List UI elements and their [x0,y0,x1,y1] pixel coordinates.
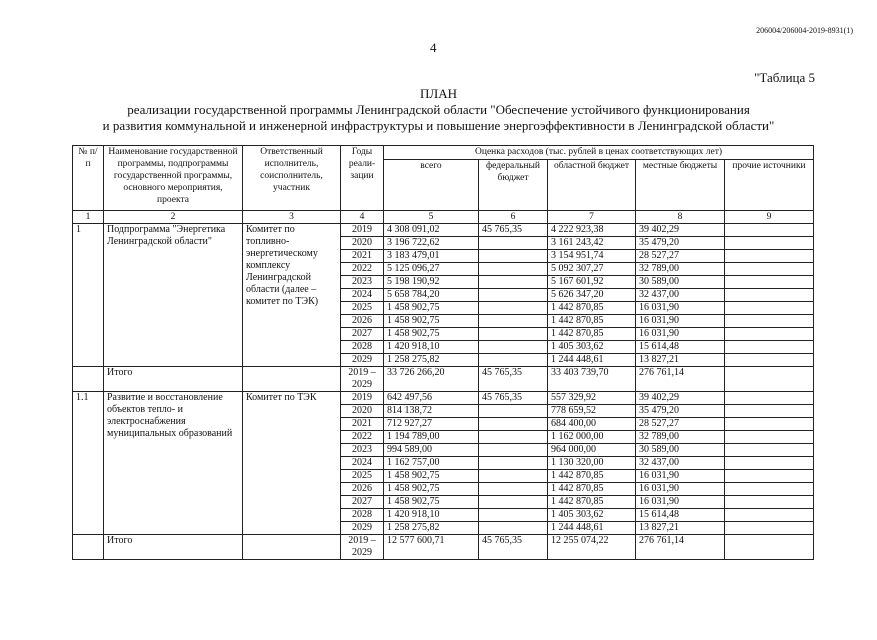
year-cell: 2021 [341,250,384,263]
itogo-total: 33 726 266,20 [384,367,479,392]
total-cell: 5 658 784,20 [384,289,479,302]
year-cell: 2025 [341,302,384,315]
year-cell: 2026 [341,315,384,328]
other-cell [725,237,814,250]
header-executor: Ответственный исполнитель, соисполнитель, участник [243,146,341,211]
document-id: 206004/206004-2019-8931(1) [756,26,853,35]
section-name: Развитие и восстановление объектов тепло- и электроснабжения муниципальных образований [104,392,243,535]
header-total: всего [384,160,479,211]
page-number: 4 [430,40,437,55]
local-cell: 16 031,90 [636,496,725,509]
regional-cell: 1 405 303,62 [548,509,636,522]
federal-cell [479,341,548,354]
itogo-label: Итого [104,535,243,560]
year-cell: 2027 [341,328,384,341]
total-cell: 1 458 902,75 [384,315,479,328]
federal-cell [479,470,548,483]
itogo-regional: 12 255 074,22 [548,535,636,560]
itogo-row [73,535,814,560]
other-cell [725,302,814,315]
col-number: 1 [73,211,104,224]
other-cell [725,392,814,405]
header-name: Наименование государственной программы, подпрограммы государственной программы, основного мероприятия, проекта [104,146,243,211]
itogo-regional: 33 403 739,70 [548,367,636,392]
other-cell [725,418,814,431]
plan-table [72,145,814,560]
table-row [73,392,814,405]
local-cell: 32 437,00 [636,457,725,470]
total-cell: 1 458 902,75 [384,328,479,341]
other-cell [725,250,814,263]
other-cell [725,470,814,483]
other-cell [725,457,814,470]
other-cell [725,276,814,289]
total-cell: 1 458 902,75 [384,302,479,315]
federal-cell: 45 765,35 [479,224,548,237]
col-number: 9 [725,211,814,224]
regional-cell: 557 329,92 [548,392,636,405]
regional-cell: 3 161 243,42 [548,237,636,250]
federal-cell [479,276,548,289]
total-cell: 1 420 918,10 [384,509,479,522]
section-executor: Комитет по ТЭК [243,392,341,535]
regional-cell: 684 400,00 [548,418,636,431]
federal-cell [479,431,548,444]
local-cell: 16 031,90 [636,470,725,483]
local-cell: 28 527,27 [636,250,725,263]
plan-title [0,86,877,134]
total-cell: 712 927,27 [384,418,479,431]
title-line-2: реализации государственной программы Ленинградской области "Обеспечение устойчивого функционирования [127,102,750,117]
local-cell: 32 789,00 [636,263,725,276]
total-cell: 994 589,00 [384,444,479,457]
federal-cell [479,418,548,431]
local-cell: 16 031,90 [636,315,725,328]
title-line-1: ПЛАН [420,86,457,101]
regional-cell: 5 092 307,27 [548,263,636,276]
section-number: 1 [73,224,104,367]
year-cell: 2024 [341,457,384,470]
regional-cell: 1 442 870,85 [548,315,636,328]
year-cell: 2020 [341,405,384,418]
regional-cell: 3 154 951,74 [548,250,636,263]
local-cell: 32 789,00 [636,431,725,444]
regional-cell: 1 442 870,85 [548,496,636,509]
regional-cell: 1 442 870,85 [548,328,636,341]
total-cell: 1 458 902,75 [384,483,479,496]
regional-cell: 1 130 320,00 [548,457,636,470]
col-number: 5 [384,211,479,224]
federal-cell [479,444,548,457]
local-cell: 32 437,00 [636,289,725,302]
federal-cell [479,250,548,263]
federal-cell [479,522,548,535]
total-cell: 814 138,72 [384,405,479,418]
header-estimate: Оценка расходов (тыс. рублей в ценах соответствующих лет) [384,146,814,160]
year-cell: 2023 [341,276,384,289]
regional-cell: 4 222 923,38 [548,224,636,237]
itogo-total: 12 577 600,71 [384,535,479,560]
federal-cell: 45 765,35 [479,392,548,405]
header-other: прочие источники [725,160,814,211]
local-cell: 16 031,90 [636,302,725,315]
col-number: 7 [548,211,636,224]
header-row-1 [73,146,814,160]
local-cell: 15 614,48 [636,341,725,354]
total-cell: 1 258 275,82 [384,522,479,535]
local-cell: 30 589,00 [636,444,725,457]
other-cell [725,224,814,237]
itogo-local: 276 761,14 [636,367,725,392]
year-cell: 2019 [341,392,384,405]
year-cell: 2028 [341,341,384,354]
total-cell: 5 198 190,92 [384,276,479,289]
year-cell: 2021 [341,418,384,431]
other-cell [725,341,814,354]
itogo-other [725,535,814,560]
regional-cell: 1 162 000,00 [548,431,636,444]
total-cell: 4 308 091,02 [384,224,479,237]
regional-cell: 1 244 448,61 [548,522,636,535]
local-cell: 28 527,27 [636,418,725,431]
year-cell: 2022 [341,431,384,444]
itogo-row [73,367,814,392]
local-cell: 30 589,00 [636,276,725,289]
other-cell [725,328,814,341]
header-regional: областной бюджет [548,160,636,211]
col-number: 8 [636,211,725,224]
regional-cell: 778 659,52 [548,405,636,418]
other-cell [725,483,814,496]
section-executor: Комитет по топливно-энергетическому комплексу Ленинградской области (далее – комитет по ТЭК) [243,224,341,367]
federal-cell [479,328,548,341]
column-numbers-row [73,211,814,224]
federal-cell [479,289,548,302]
total-cell: 642 497,56 [384,392,479,405]
itogo-num [73,535,104,560]
year-cell: 2026 [341,483,384,496]
section-name: Подпрограмма "Энергетика Ленинградской области" [104,224,243,367]
itogo-years: 2019 – 2029 [341,535,384,560]
other-cell [725,263,814,276]
local-cell: 39 402,29 [636,224,725,237]
other-cell [725,315,814,328]
local-cell: 16 031,90 [636,483,725,496]
total-cell: 3 183 479,01 [384,250,479,263]
col-number: 6 [479,211,548,224]
local-cell: 39 402,29 [636,392,725,405]
total-cell: 1 162 757,00 [384,457,479,470]
local-cell: 35 479,20 [636,237,725,250]
regional-cell: 1 442 870,85 [548,483,636,496]
other-cell [725,289,814,302]
regional-cell: 5 167 601,92 [548,276,636,289]
year-cell: 2029 [341,354,384,367]
other-cell [725,431,814,444]
total-cell: 1 458 902,75 [384,496,479,509]
federal-cell [479,354,548,367]
itogo-federal: 45 765,35 [479,367,548,392]
itogo-num [73,367,104,392]
year-cell: 2025 [341,470,384,483]
local-cell: 35 479,20 [636,405,725,418]
year-cell: 2027 [341,496,384,509]
header-years: Годы реали-зации [341,146,384,211]
federal-cell [479,496,548,509]
regional-cell: 964 000,00 [548,444,636,457]
local-cell: 15 614,48 [636,509,725,522]
header-local: местные бюджеты [636,160,725,211]
itogo-executor [243,367,341,392]
year-cell: 2019 [341,224,384,237]
other-cell [725,522,814,535]
federal-cell [479,405,548,418]
regional-cell: 1 405 303,62 [548,341,636,354]
itogo-other [725,367,814,392]
total-cell: 1 194 789,00 [384,431,479,444]
total-cell: 1 458 902,75 [384,470,479,483]
header-federal: федеральный бюджет [479,160,548,211]
other-cell [725,354,814,367]
federal-cell [479,237,548,250]
year-cell: 2020 [341,237,384,250]
federal-cell [479,483,548,496]
regional-cell: 1 442 870,85 [548,302,636,315]
total-cell: 1 420 918,10 [384,341,479,354]
year-cell: 2022 [341,263,384,276]
local-cell: 16 031,90 [636,328,725,341]
regional-cell: 5 626 347,20 [548,289,636,302]
federal-cell [479,302,548,315]
other-cell [725,496,814,509]
col-number: 4 [341,211,384,224]
local-cell: 13 827,21 [636,354,725,367]
header-num: № п/п [73,146,104,211]
year-cell: 2028 [341,509,384,522]
itogo-label: Итого [104,367,243,392]
year-cell: 2024 [341,289,384,302]
other-cell [725,509,814,522]
table-row [73,224,814,237]
year-cell: 2023 [341,444,384,457]
total-cell: 1 258 275,82 [384,354,479,367]
local-cell: 13 827,21 [636,522,725,535]
other-cell [725,444,814,457]
itogo-years: 2019 – 2029 [341,367,384,392]
itogo-local: 276 761,14 [636,535,725,560]
year-cell: 2029 [341,522,384,535]
title-line-3: и развития коммунальной и инженерной инфраструктуры и повышение энергоэффективности в Ленинградской области" [102,118,775,133]
col-number: 2 [104,211,243,224]
itogo-executor [243,535,341,560]
col-number: 3 [243,211,341,224]
total-cell: 5 125 096,27 [384,263,479,276]
itogo-federal: 45 765,35 [479,535,548,560]
total-cell: 3 196 722,62 [384,237,479,250]
section-number: 1.1 [73,392,104,535]
table-label: "Таблица 5 [754,70,815,85]
regional-cell: 1 244 448,61 [548,354,636,367]
regional-cell: 1 442 870,85 [548,470,636,483]
federal-cell [479,457,548,470]
federal-cell [479,315,548,328]
federal-cell [479,263,548,276]
federal-cell [479,509,548,522]
other-cell [725,405,814,418]
